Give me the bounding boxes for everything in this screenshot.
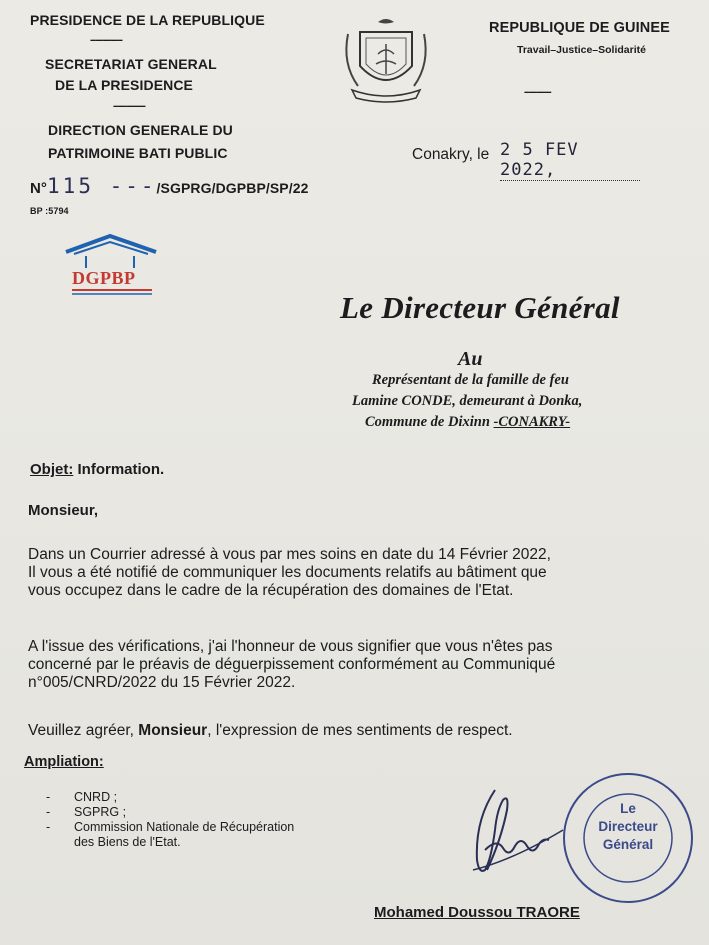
coat-of-arms (338, 14, 434, 106)
stamp-line: Directeur (598, 819, 658, 834)
ampliation-list (46, 790, 294, 850)
salutation: Monsieur, (28, 502, 99, 519)
separator: ------------ (90, 34, 122, 46)
paragraph-line: vous occupez dans le cadre de la récupération des domaines de l'Etat. (28, 582, 514, 599)
separator: ---------- (524, 86, 551, 98)
list-item-text: Commission Nationale de Récupération (74, 820, 295, 834)
list-item-text: CNRD ; (74, 790, 118, 804)
signature (455, 780, 575, 890)
ref-number-handwritten: 115 --- (47, 174, 157, 198)
list-item-text: des Biens de l'Etat. (74, 835, 181, 849)
paragraph-line: Il vous a été notifié de communiquer les documents relatifs au bâtiment que (28, 564, 547, 581)
secretariat-heading: SECRETARIAT GENERAL (45, 56, 217, 72)
list-item (46, 820, 294, 835)
country-heading: REPUBLIQUE DE GUINEE (489, 20, 670, 36)
ref-suffix: /SGPRG/DGPBP/SP/22 (156, 180, 309, 196)
ampliation-label: Ampliation: (24, 754, 104, 770)
paragraph-line: concerné par le préavis de déguerpissement conformément au Communiqué (28, 656, 556, 673)
stamp-line: Le (620, 801, 636, 816)
coat-of-arms-emblem (338, 14, 434, 106)
presidency-subheading: DE LA PRESIDENCE (55, 77, 193, 93)
recipient-city: -CONAKRY- (493, 414, 571, 430)
list-item-text: SGPRG ; (74, 805, 127, 819)
stamp-line: Général (602, 837, 654, 852)
signatory-name: Mohamed Doussou TRAORE (374, 904, 580, 921)
national-motto: Travail–Justice–Solidarité (517, 44, 646, 56)
date-line (500, 140, 640, 181)
paragraph-1 (28, 546, 668, 600)
house-icon (62, 232, 162, 302)
subject-label: Objet: (30, 461, 74, 478)
list-bullet: - (46, 805, 51, 819)
list-item (46, 835, 294, 850)
list-item (46, 805, 294, 820)
recipient-au: Au (458, 348, 483, 370)
closing-end: , l'expression de mes sentiments de respect. (207, 722, 513, 739)
closing-addressee: Monsieur (138, 722, 208, 739)
subject-value: Information. (77, 461, 165, 478)
direction-heading: DIRECTION GENERALE DU (48, 122, 233, 138)
date-prefix: Conakry, le (412, 146, 490, 163)
dgpbp-logo (62, 232, 162, 302)
sender-title: Le Directeur Général (340, 290, 620, 325)
official-stamp (560, 770, 696, 906)
recipient-commune: Commune de Dixinn (365, 414, 490, 430)
recipient-line-3 (365, 414, 570, 431)
closing-formula (28, 722, 513, 740)
logo-text: DGPBP (72, 268, 136, 288)
ref-prefix: N° (30, 180, 48, 197)
list-bullet: - (46, 820, 51, 834)
paragraph-line: Dans un Courrier adressé à vous par mes soins en date du 14 Février 2022, (28, 546, 551, 563)
recipient-line-2: Lamine CONDE, demeurant à Donka, (352, 393, 583, 409)
separator: ------------ (113, 100, 145, 112)
handwritten-signature (455, 780, 575, 890)
paragraph-2 (28, 638, 673, 692)
subject-line (30, 461, 164, 478)
reference-number (30, 174, 309, 198)
stamp-center-text (560, 800, 696, 854)
direction-subheading: PATRIMOINE BATI PUBLIC (48, 145, 228, 161)
paragraph-line: A l'issue des vérifications, j'ai l'honneur de vous signifier que vous n'êtes pas (28, 638, 553, 655)
date-stamp: 2 5 FEV 2022, (500, 140, 579, 180)
list-item (46, 790, 294, 805)
list-bullet: - (46, 790, 51, 804)
po-box: BP :5794 (30, 206, 69, 216)
recipient-line-1: Représentant de la famille de feu (372, 372, 569, 388)
presidency-heading: PRESIDENCE DE LA REPUBLIQUE (30, 12, 265, 28)
closing-start: Veuillez agréer, (28, 722, 139, 739)
paragraph-line: n°005/CNRD/2022 du 15 Février 2022. (28, 674, 296, 691)
